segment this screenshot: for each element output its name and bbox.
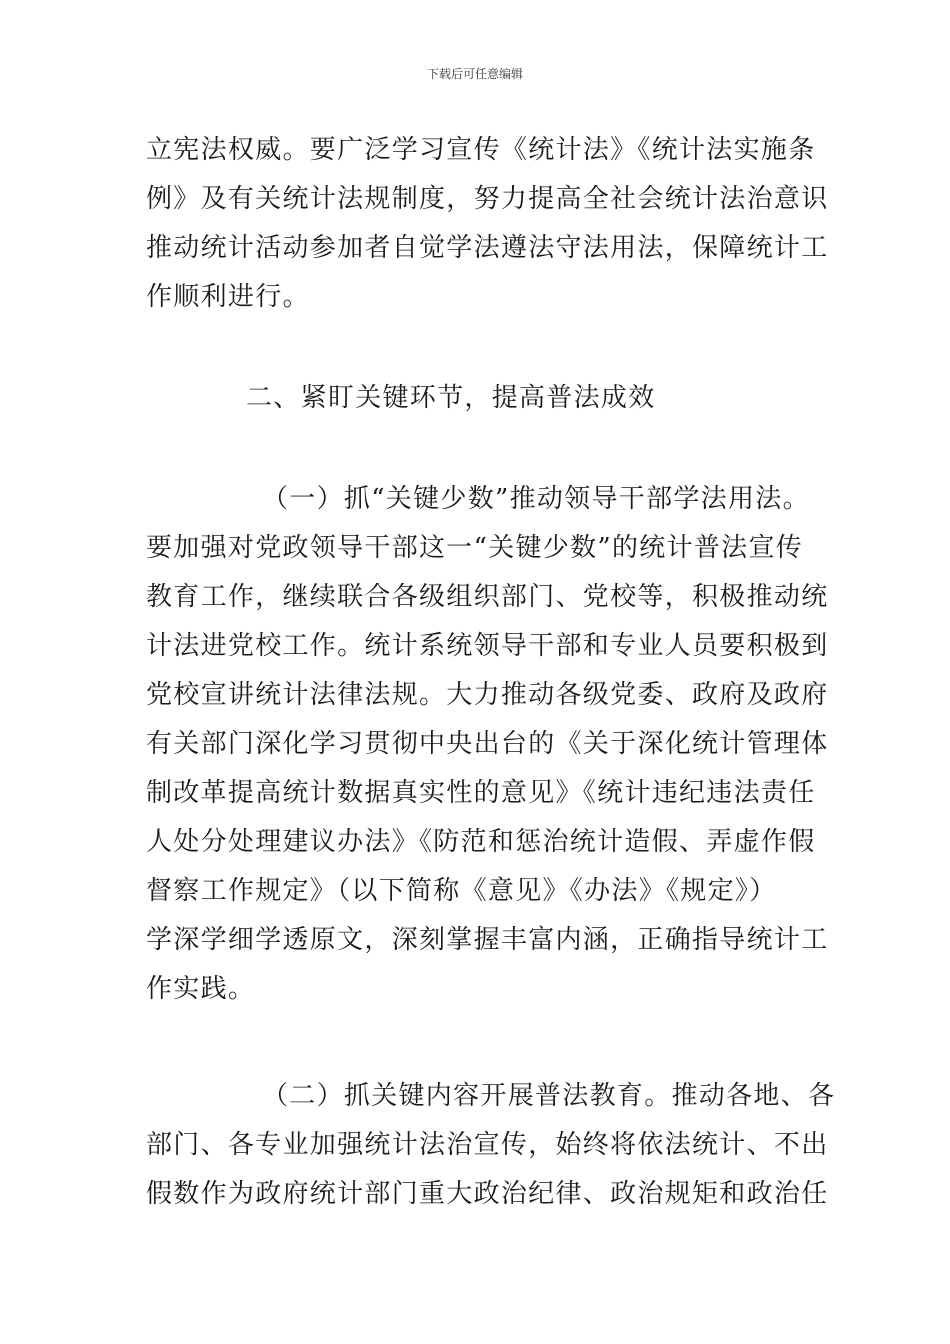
paragraph-line: 推动统计活动参加者自觉学法遵法守法用法，保障统计工 [146, 233, 829, 263]
subsection-heading: （一）抓“关键少数”推动领导干部学法用法。 [262, 484, 810, 514]
paragraph-line: 要加强对党政领导干部这一“关键少数”的统计普法宣传 [146, 533, 804, 563]
paragraph-line: 学深学细学透原文，深刻掌握丰富内涵，正确指导统计工 [146, 925, 829, 955]
paragraph-line: 制改革提高统计数据真实性的意见》《统计违纪违法责任 [146, 778, 816, 808]
section-heading: 二、紧盯关键环节，提高普法成效 [246, 383, 656, 413]
paragraph-line: 例》及有关统计法规制度，努力提高全社会统计法治意识 [146, 184, 829, 214]
paragraph-line: 督察工作规定》（以下简称《意见》《办法》《规定》） [146, 876, 777, 906]
paragraph-line: 有关部门深化学习贯彻中央出台的《关于深化统计管理体 [146, 729, 829, 759]
paragraph-line: 部门、各专业加强统计法治宣传，始终将依法统计、不出 [146, 1130, 829, 1160]
paragraph-line: 党校宣讲统计法律法规。大力推动各级党委、政府及政府 [146, 680, 829, 710]
paragraph-line: 假数作为政府统计部门重大政治纪律、政治规矩和政治任 [146, 1179, 829, 1209]
paragraph-line: 人处分处理建议办法》《防范和惩治统计造假、弄虚作假 [146, 827, 816, 857]
paragraph-line: 教育工作，继续联合各级组织部门、党校等，积极推动统 [146, 582, 829, 612]
paragraph-line: 作实践。 [146, 974, 256, 1004]
paragraph-line: 计法进党校工作。统计系统领导干部和专业人员要积极到 [146, 631, 829, 661]
subsection-heading: （二）抓关键内容开展普法教育。推动各地、各 [262, 1081, 836, 1111]
paragraph-line: 立宪法权威。要广泛学习宣传《统计法》《统计法实施条 [146, 135, 816, 165]
page-header: 下载后可任意编辑 [426, 67, 523, 81]
paragraph-line: 作顺利进行。 [146, 282, 310, 312]
